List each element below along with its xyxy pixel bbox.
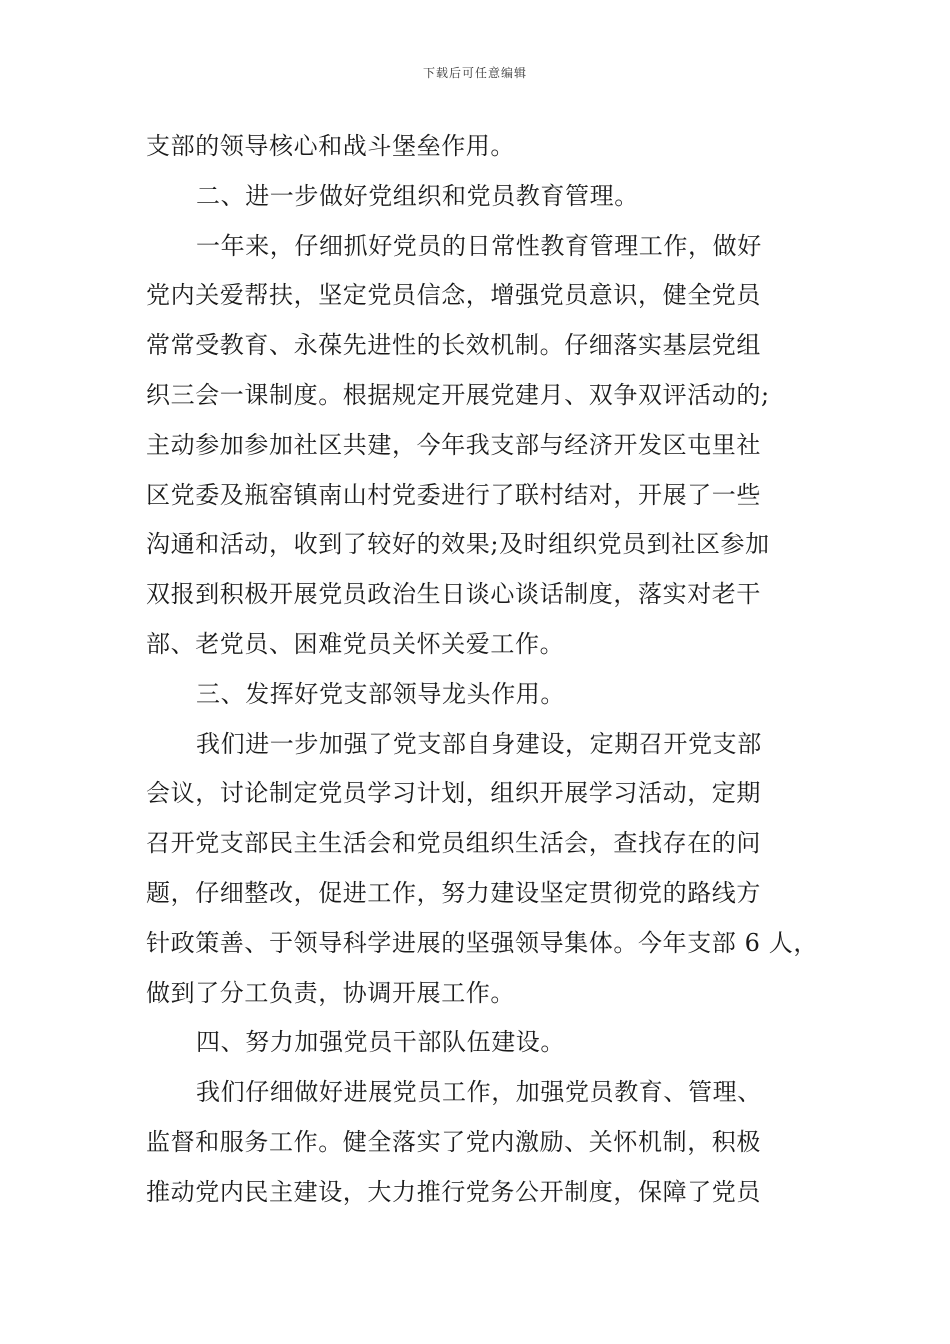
paragraph-line: 题，仔细整改，促进工作，努力建设坚定贯彻党的路线方 bbox=[146, 878, 761, 907]
paragraph-line: 我们仔细做好进展党员工作，加强党员教育、管理、 bbox=[196, 1078, 762, 1107]
section-heading: 三、发挥好党支部领导龙头作用。 bbox=[196, 679, 565, 708]
header-note: 下载后可任意编辑 bbox=[422, 66, 527, 80]
paragraph-line: 推动党内民主建设，大力推行党务公开制度，保障了党员 bbox=[146, 1177, 761, 1206]
paragraph-line: 我们进一步加强了党支部自身建设，定期召开党支部 bbox=[196, 729, 762, 758]
paragraph-line: 沟通和活动，收到了较好的效果;及时组织党员到社区参加 bbox=[146, 530, 770, 559]
section-heading: 四、努力加强党员干部队伍建设。 bbox=[196, 1028, 565, 1057]
paragraph-line: 织三会一课制度。根据规定开展党建月、双争双评活动的; bbox=[146, 380, 770, 409]
body-text bbox=[146, 122, 826, 1218]
paragraph-line: 监督和服务工作。健全落实了党内激励、关怀机制，积极 bbox=[146, 1127, 761, 1156]
paragraph-line: 部、老党员、困难党员关怀关爱工作。 bbox=[146, 629, 565, 658]
paragraph-line: 双报到积极开展党员政治生日谈心谈话制度，落实对老干 bbox=[146, 580, 761, 609]
paragraph-line: 一年来，仔细抓好党员的日常性教育管理工作，做好 bbox=[196, 231, 762, 260]
paragraph-line: 主动参加参加社区共建，今年我支部与经济开发区屯里社 bbox=[146, 430, 761, 459]
section-heading: 二、进一步做好党组织和党员教育管理。 bbox=[196, 181, 639, 210]
paragraph-line: 针政策善、于领导科学进展的坚强领导集体。今年支部 6 人， bbox=[146, 928, 818, 957]
paragraph-line: 党内关爱帮扶，坚定党员信念，增强党员意识，健全党员 bbox=[146, 281, 761, 310]
paragraph-line: 区党委及瓶窑镇南山村党委进行了联村结对，开展了一些 bbox=[146, 480, 761, 509]
paragraph-line: 做到了分工负责，协调开展工作。 bbox=[146, 978, 515, 1007]
paragraph-line: 支部的领导核心和战斗堡垒作用。 bbox=[146, 132, 515, 160]
paragraph-line: 召开党支部民主生活会和党员组织生活会，查找存在的问 bbox=[146, 829, 761, 858]
paragraph-line: 会议，讨论制定党员学习计划，组织开展学习活动，定期 bbox=[146, 779, 761, 808]
paragraph-line: 常常受教育、永葆先进性的长效机制。仔细落实基层党组 bbox=[146, 331, 761, 360]
